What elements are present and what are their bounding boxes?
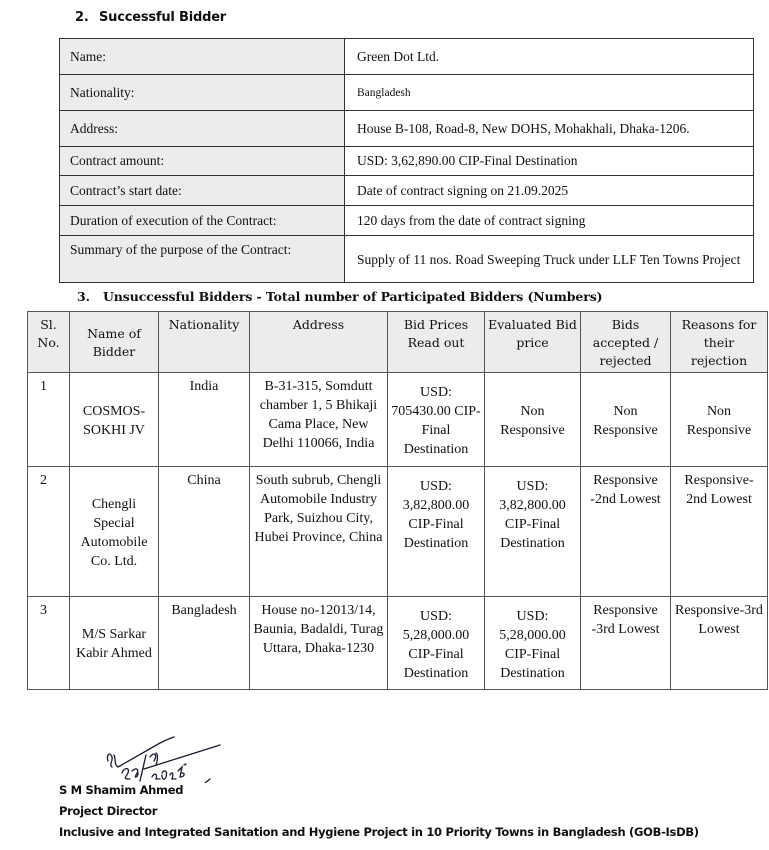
col-header-nationality: Nationality <box>159 312 250 373</box>
cell-bid-price: USD: 705430.00 CIP-Final Destination <box>388 373 485 467</box>
value-summary: Supply of 11 nos. Road Sweeping Truck under LLF Ten Towns Project <box>345 236 754 283</box>
cell-address: B-31-315, Somdutt chamber 1, 5 Bhikaji Cama Place, New Delhi 110066, India <box>250 373 388 467</box>
unsuccessful-bidders-table <box>27 311 768 690</box>
cell-sl: 3 <box>28 597 70 690</box>
signature-block <box>59 780 699 843</box>
label-name: Name: <box>60 39 345 75</box>
value-start-date: Date of contract signing on 21.09.2025 <box>345 176 754 206</box>
section-title: Unsuccessful Bidders - Total number of Participated Bidders (Numbers) <box>103 289 603 304</box>
col-header-address: Address <box>250 312 388 373</box>
cell-reason: Non Responsive <box>671 373 768 467</box>
cell-address: South subrub, Chengli Automobile Industry Park, Suizhou City, Hubei Province, China <box>250 467 388 597</box>
cell-evaluated-price: USD: 3,82,800.00 CIP-Final Destination <box>485 467 581 597</box>
cell-bid-price: USD: 3,82,800.00 CIP-Final Destination <box>388 467 485 597</box>
row-duration <box>60 206 754 236</box>
cell-reason: Responsive-3rd Lowest <box>671 597 768 690</box>
header-row <box>28 312 768 373</box>
table-row <box>28 597 768 690</box>
table-row <box>28 467 768 597</box>
label-summary: Summary of the purpose of the Contract: <box>60 236 345 283</box>
cell-name: Chengli Special Automobile Co. Ltd. <box>70 467 159 597</box>
cell-accepted-rejected: Responsive -2nd Lowest <box>581 467 671 597</box>
label-nationality: Nationality: <box>60 75 345 111</box>
cell-accepted-rejected: Non Responsive <box>581 373 671 467</box>
label-address: Address: <box>60 111 345 147</box>
signatory-title: Project Director <box>59 804 158 818</box>
row-address <box>60 111 754 147</box>
label-duration: Duration of execution of the Contract: <box>60 206 345 236</box>
row-start-date <box>60 176 754 206</box>
cell-address: House no-12013/14, Baunia, Badaldi, Turag Uttara, Dhaka-1230 <box>250 597 388 690</box>
section-title: Successful Bidder <box>99 10 227 25</box>
col-header-evaluated-price: Evaluated Bid price <box>485 312 581 373</box>
cell-nationality: India <box>159 373 250 467</box>
cell-nationality: China <box>159 467 250 597</box>
row-name <box>60 39 754 75</box>
successful-bidder-heading <box>75 10 226 25</box>
unsuccessful-bidders-heading <box>77 289 602 304</box>
cell-nationality: Bangladesh <box>159 597 250 690</box>
project-name: Inclusive and Integrated Sanitation and Hygiene Project in 10 Priority Towns in Bangladesh (GOB-IsDB) <box>59 825 699 839</box>
cell-sl: 1 <box>28 373 70 467</box>
cell-accepted-rejected: Responsive -3rd Lowest <box>581 597 671 690</box>
row-contract-amount <box>60 147 754 176</box>
label-start-date: Contract’s start date: <box>60 176 345 206</box>
handwritten-signature <box>100 733 260 783</box>
cell-reason: Responsive-2nd Lowest <box>671 467 768 597</box>
section-number: 3. <box>77 289 90 304</box>
signatory-name: S M Shamim Ahmed <box>59 783 184 797</box>
cell-evaluated-price: Non Responsive <box>485 373 581 467</box>
cell-evaluated-price: USD: 5,28,000.00 CIP-Final Destination <box>485 597 581 690</box>
col-header-name: Name of Bidder <box>70 312 159 373</box>
cell-name: M/S Sarkar Kabir Ahmed <box>70 597 159 690</box>
row-summary <box>60 236 754 283</box>
value-duration: 120 days from the date of contract signing <box>345 206 754 236</box>
cell-sl: 2 <box>28 467 70 597</box>
col-header-bid-price: Bid Prices Read out <box>388 312 485 373</box>
successful-bidder-table <box>59 38 754 283</box>
value-address: House B-108, Road-8, New DOHS, Mohakhali, Dhaka-1206. <box>345 111 754 147</box>
row-nationality <box>60 75 754 111</box>
table-row <box>28 373 768 467</box>
col-header-accepted-rejected: Bids accepted / rejected <box>581 312 671 373</box>
value-nationality: Bangladesh <box>345 75 754 111</box>
value-contract-amount: USD: 3,62,890.00 CIP-Final Destination <box>345 147 754 176</box>
cell-bid-price: USD: 5,28,000.00 CIP-Final Destination <box>388 597 485 690</box>
value-name: Green Dot Ltd. <box>345 39 754 75</box>
label-contract-amount: Contract amount: <box>60 147 345 176</box>
section-number: 2. <box>75 10 89 25</box>
col-header-reason: Reasons for their rejection <box>671 312 768 373</box>
cell-name: COSMOS-SOKHI JV <box>70 373 159 467</box>
col-header-sl: Sl. No. <box>28 312 70 373</box>
